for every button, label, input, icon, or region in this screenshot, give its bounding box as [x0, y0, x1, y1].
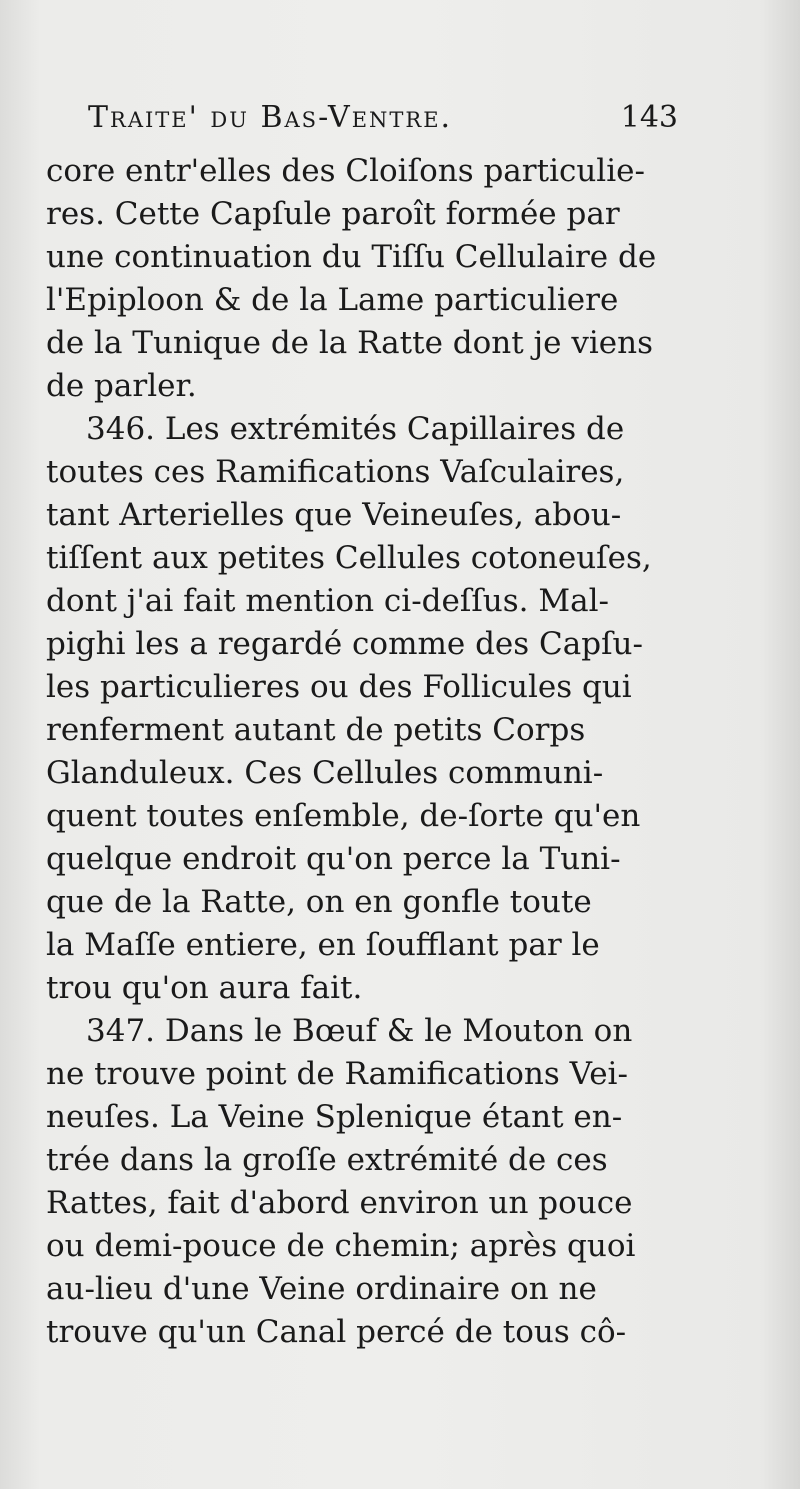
- text-line: l'Epiploon & de la Lame particuliere: [46, 282, 619, 318]
- text-line: renferment autant de petits Corps: [46, 712, 586, 748]
- text-line: dont j'ai fait mention ci-deſſus. Mal-: [46, 583, 609, 619]
- text-line: Glanduleux. Ces Cellules communi-: [46, 755, 604, 791]
- text-line: Rattes, fait d'abord environ un pouce: [46, 1185, 633, 1221]
- text-line: trouve qu'un Canal percé de tous cô-: [46, 1314, 627, 1350]
- text-line: res. Cette Capſule paroît formée par: [46, 196, 620, 232]
- text-line: core entr'elles des Cloiſons particulie-: [46, 153, 645, 189]
- text-line: ne trouve point de Ramifications Vei-: [46, 1056, 628, 1092]
- text-line: les particulieres ou des Follicules qui: [46, 669, 632, 705]
- text-line: neuſes. La Veine Splenique étant en-: [46, 1099, 623, 1135]
- page-number: 143: [620, 100, 678, 135]
- text-line: que de la Ratte, on en gonfle toute: [46, 884, 592, 920]
- text-line: toutes ces Ramifications Vaſculaires,: [46, 454, 625, 490]
- text-line: trée dans la groſſe extrémité de ces: [46, 1142, 608, 1178]
- text-line: de la Tunique de la Ratte dont je viens: [46, 325, 654, 361]
- text-line: la Maſſe entiere, en ſoufflant par le: [46, 927, 600, 963]
- text-line: quelque endroit qu'on perce la Tuni-: [46, 841, 621, 877]
- paragraph-start-line: 346. Les extrémités Capillaires de: [86, 411, 625, 447]
- text-line: ou demi-pouce de chemin; après quoi: [46, 1228, 636, 1264]
- text-line: tant Arterielles que Veineuſes, abou-: [46, 497, 622, 533]
- paragraph-start-line: 347. Dans le Bœuf & le Mouton on: [86, 1013, 633, 1049]
- text-line: quent toutes enſemble, de-ſorte qu'en: [46, 798, 641, 834]
- text-line: trou qu'on aura fait.: [46, 970, 363, 1006]
- text-line: au-lieu d'une Veine ordinaire on ne: [46, 1271, 597, 1307]
- text-line: une continuation du Tiſſu Cellulaire de: [46, 239, 657, 275]
- text-line: tiſſent aux petites Cellules cotoneuſes,: [46, 540, 652, 576]
- text-line: de parler.: [46, 368, 197, 404]
- running-title: Traite' du Bas-Ventre.: [88, 100, 453, 135]
- page-header: [88, 100, 678, 144]
- text-line: pighi les a regardé comme des Capſu-: [46, 626, 643, 662]
